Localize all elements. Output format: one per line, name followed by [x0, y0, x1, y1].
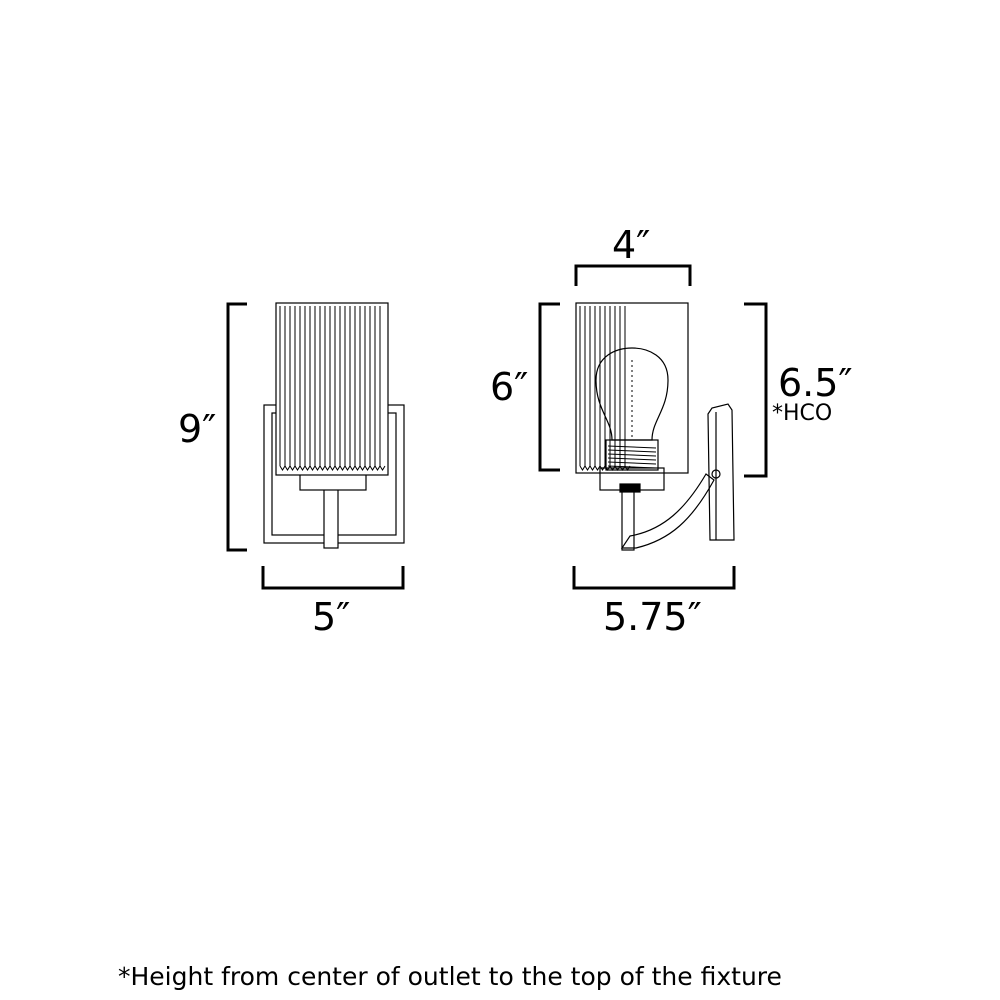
front-view — [178, 303, 404, 639]
front-width-label: 5″ — [312, 595, 351, 639]
side-shade-width-bracket — [576, 266, 690, 286]
front-height-bracket — [228, 304, 247, 550]
side-arm-stem — [622, 490, 634, 550]
side-depth-bracket — [574, 566, 734, 588]
side-shade-height-bracket — [540, 304, 560, 470]
side-view — [490, 223, 853, 639]
side-hco-label: 6.5″ — [778, 361, 853, 405]
side-depth-label: 5.75″ — [603, 595, 702, 639]
side-shade-ribs — [580, 306, 630, 470]
front-ribbed-shade — [276, 303, 388, 475]
side-shade-height-label: 6″ — [490, 365, 529, 409]
footnote: *Height from center of outlet to the top of the fixture — [118, 962, 782, 991]
front-width-bracket — [263, 566, 403, 588]
front-stem — [324, 488, 338, 548]
side-hco-tag: *HCO — [772, 401, 833, 426]
side-hco-bracket — [744, 304, 766, 476]
side-shade-width-label: 4″ — [612, 223, 651, 267]
front-height-label: 9″ — [178, 407, 217, 451]
